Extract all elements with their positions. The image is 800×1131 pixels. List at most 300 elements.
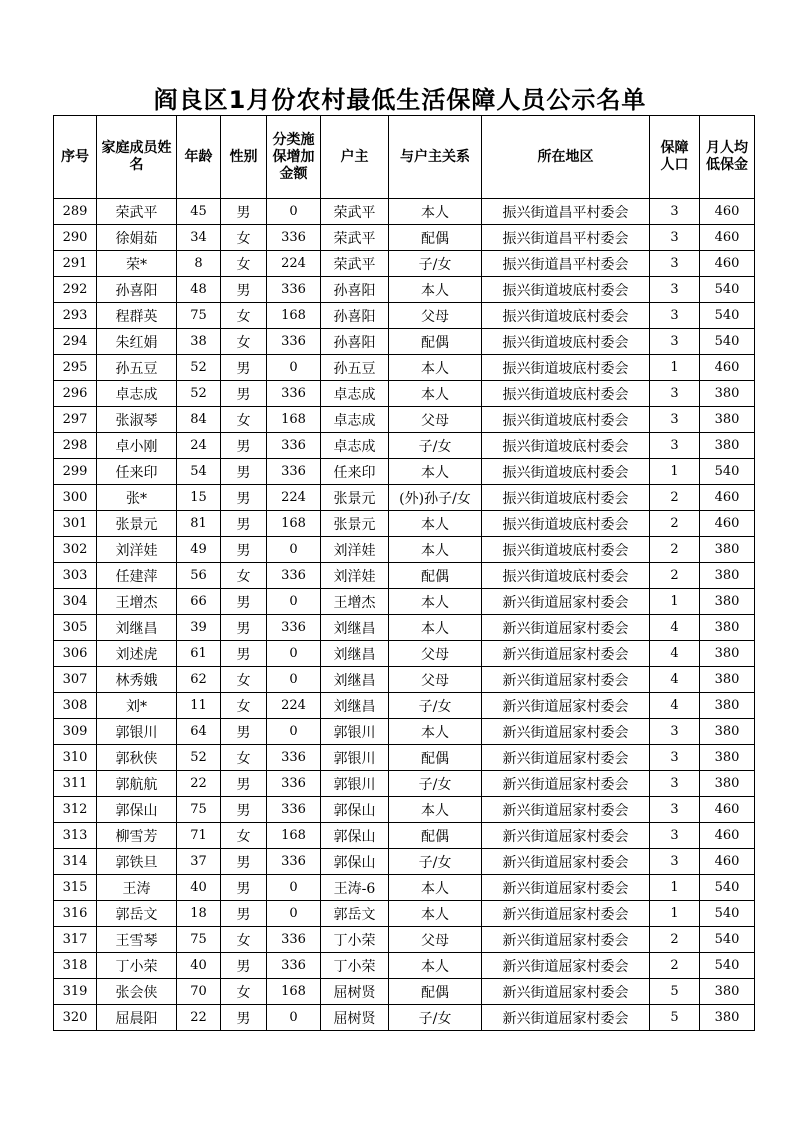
cell-covered-persons: 3 <box>650 225 700 251</box>
cell-age: 49 <box>177 537 221 563</box>
table-row <box>54 199 755 225</box>
cell-member-name: 郭保山 <box>97 797 177 823</box>
cell-region: 振兴街道坡底村委会 <box>482 537 650 563</box>
cell-region: 新兴街道屈家村委会 <box>482 615 650 641</box>
cell-relation: 本人 <box>389 875 482 901</box>
cell-household-head: 卓志成 <box>321 433 389 459</box>
cell-member-name: 荣武平 <box>97 199 177 225</box>
cell-monthly-allowance: 380 <box>700 667 755 693</box>
cell-extra-amount: 224 <box>267 485 321 511</box>
cell-age: 84 <box>177 407 221 433</box>
cell-extra-amount: 0 <box>267 719 321 745</box>
cell-gender: 女 <box>221 823 267 849</box>
cell-extra-amount: 336 <box>267 381 321 407</box>
cell-member-name: 郭岳文 <box>97 901 177 927</box>
cell-gender: 男 <box>221 1005 267 1031</box>
cell-serial: 300 <box>54 485 97 511</box>
cell-gender: 女 <box>221 693 267 719</box>
table-row <box>54 693 755 719</box>
cell-household-head: 荣武平 <box>321 199 389 225</box>
cell-relation: 本人 <box>389 277 482 303</box>
cell-monthly-allowance: 380 <box>700 719 755 745</box>
table-row <box>54 589 755 615</box>
cell-member-name: 朱红娟 <box>97 329 177 355</box>
cell-region: 振兴街道坡底村委会 <box>482 277 650 303</box>
cell-serial: 301 <box>54 511 97 537</box>
cell-monthly-allowance: 540 <box>700 901 755 927</box>
cell-monthly-allowance: 460 <box>700 355 755 381</box>
header-covered-persons: 保障人口 <box>650 116 700 199</box>
cell-age: 45 <box>177 199 221 225</box>
table-row <box>54 771 755 797</box>
cell-household-head: 丁小荣 <box>321 953 389 979</box>
cell-monthly-allowance: 380 <box>700 979 755 1005</box>
cell-monthly-allowance: 380 <box>700 745 755 771</box>
cell-extra-amount: 0 <box>267 875 321 901</box>
cell-monthly-allowance: 540 <box>700 875 755 901</box>
cell-relation: 配偶 <box>389 329 482 355</box>
cell-gender: 男 <box>221 355 267 381</box>
cell-gender: 男 <box>221 849 267 875</box>
cell-covered-persons: 1 <box>650 589 700 615</box>
cell-serial: 297 <box>54 407 97 433</box>
cell-age: 64 <box>177 719 221 745</box>
cell-covered-persons: 3 <box>650 251 700 277</box>
cell-age: 52 <box>177 381 221 407</box>
cell-covered-persons: 1 <box>650 875 700 901</box>
cell-member-name: 张淑琴 <box>97 407 177 433</box>
cell-age: 8 <box>177 251 221 277</box>
cell-monthly-allowance: 380 <box>700 641 755 667</box>
cell-covered-persons: 5 <box>650 979 700 1005</box>
table-row <box>54 641 755 667</box>
cell-household-head: 孙喜阳 <box>321 329 389 355</box>
cell-member-name: 屈晨阳 <box>97 1005 177 1031</box>
cell-member-name: 柳雪芳 <box>97 823 177 849</box>
cell-covered-persons: 3 <box>650 771 700 797</box>
cell-gender: 男 <box>221 381 267 407</box>
table-row <box>54 901 755 927</box>
cell-covered-persons: 3 <box>650 433 700 459</box>
table-row <box>54 719 755 745</box>
table-body <box>54 199 755 1031</box>
cell-covered-persons: 3 <box>650 329 700 355</box>
cell-extra-amount: 0 <box>267 901 321 927</box>
cell-serial: 292 <box>54 277 97 303</box>
cell-gender: 男 <box>221 719 267 745</box>
cell-relation: (外)孙子/女 <box>389 485 482 511</box>
table-row <box>54 1005 755 1031</box>
cell-gender: 男 <box>221 589 267 615</box>
cell-extra-amount: 224 <box>267 693 321 719</box>
cell-relation: 子/女 <box>389 433 482 459</box>
cell-extra-amount: 336 <box>267 797 321 823</box>
cell-gender: 女 <box>221 745 267 771</box>
cell-age: 66 <box>177 589 221 615</box>
cell-member-name: 郭银川 <box>97 719 177 745</box>
cell-age: 18 <box>177 901 221 927</box>
cell-serial: 294 <box>54 329 97 355</box>
cell-monthly-allowance: 460 <box>700 199 755 225</box>
cell-region: 新兴街道屈家村委会 <box>482 797 650 823</box>
cell-relation: 配偶 <box>389 979 482 1005</box>
cell-region: 新兴街道屈家村委会 <box>482 771 650 797</box>
cell-extra-amount: 336 <box>267 745 321 771</box>
cell-covered-persons: 2 <box>650 953 700 979</box>
cell-household-head: 郭银川 <box>321 745 389 771</box>
cell-member-name: 林秀娥 <box>97 667 177 693</box>
cell-relation: 本人 <box>389 355 482 381</box>
cell-extra-amount: 0 <box>267 589 321 615</box>
cell-relation: 配偶 <box>389 563 482 589</box>
header-gender: 性别 <box>221 116 267 199</box>
cell-household-head: 郭岳文 <box>321 901 389 927</box>
cell-member-name: 程群英 <box>97 303 177 329</box>
cell-region: 振兴街道坡底村委会 <box>482 433 650 459</box>
cell-age: 75 <box>177 797 221 823</box>
cell-gender: 女 <box>221 979 267 1005</box>
cell-region: 新兴街道屈家村委会 <box>482 875 650 901</box>
cell-serial: 317 <box>54 927 97 953</box>
cell-gender: 男 <box>221 485 267 511</box>
cell-covered-persons: 3 <box>650 407 700 433</box>
cell-region: 新兴街道屈家村委会 <box>482 823 650 849</box>
cell-age: 62 <box>177 667 221 693</box>
cell-household-head: 张景元 <box>321 511 389 537</box>
cell-age: 38 <box>177 329 221 355</box>
cell-household-head: 刘洋娃 <box>321 537 389 563</box>
cell-extra-amount: 336 <box>267 849 321 875</box>
table-row <box>54 329 755 355</box>
cell-age: 75 <box>177 927 221 953</box>
cell-region: 新兴街道屈家村委会 <box>482 719 650 745</box>
cell-age: 22 <box>177 771 221 797</box>
cell-household-head: 屈树贤 <box>321 979 389 1005</box>
cell-household-head: 丁小荣 <box>321 927 389 953</box>
cell-serial: 302 <box>54 537 97 563</box>
cell-member-name: 刘继昌 <box>97 615 177 641</box>
cell-relation: 本人 <box>389 901 482 927</box>
cell-relation: 本人 <box>389 459 482 485</box>
cell-covered-persons: 3 <box>650 277 700 303</box>
table-row <box>54 615 755 641</box>
cell-member-name: 王涛 <box>97 875 177 901</box>
cell-extra-amount: 336 <box>267 329 321 355</box>
cell-region: 新兴街道屈家村委会 <box>482 641 650 667</box>
cell-household-head: 屈树贤 <box>321 1005 389 1031</box>
cell-covered-persons: 3 <box>650 849 700 875</box>
cell-covered-persons: 4 <box>650 693 700 719</box>
table-row <box>54 511 755 537</box>
cell-relation: 子/女 <box>389 251 482 277</box>
cell-age: 70 <box>177 979 221 1005</box>
cell-relation: 本人 <box>389 537 482 563</box>
cell-covered-persons: 3 <box>650 303 700 329</box>
cell-covered-persons: 2 <box>650 485 700 511</box>
cell-relation: 配偶 <box>389 225 482 251</box>
table-row <box>54 251 755 277</box>
cell-relation: 子/女 <box>389 771 482 797</box>
cell-age: 37 <box>177 849 221 875</box>
cell-relation: 本人 <box>389 719 482 745</box>
cell-member-name: 丁小荣 <box>97 953 177 979</box>
cell-serial: 312 <box>54 797 97 823</box>
cell-gender: 男 <box>221 277 267 303</box>
cell-relation: 父母 <box>389 303 482 329</box>
cell-region: 新兴街道屈家村委会 <box>482 901 650 927</box>
cell-member-name: 郭秋侠 <box>97 745 177 771</box>
cell-member-name: 任来印 <box>97 459 177 485</box>
cell-region: 振兴街道昌平村委会 <box>482 225 650 251</box>
cell-member-name: 任建萍 <box>97 563 177 589</box>
cell-household-head: 荣武平 <box>321 225 389 251</box>
table-row <box>54 537 755 563</box>
cell-serial: 310 <box>54 745 97 771</box>
cell-gender: 女 <box>221 303 267 329</box>
cell-relation: 配偶 <box>389 745 482 771</box>
cell-region: 新兴街道屈家村委会 <box>482 1005 650 1031</box>
cell-gender: 男 <box>221 537 267 563</box>
cell-relation: 本人 <box>389 199 482 225</box>
table-row <box>54 433 755 459</box>
cell-covered-persons: 4 <box>650 667 700 693</box>
cell-monthly-allowance: 380 <box>700 381 755 407</box>
cell-member-name: 王增杰 <box>97 589 177 615</box>
cell-extra-amount: 0 <box>267 537 321 563</box>
cell-household-head: 刘继昌 <box>321 615 389 641</box>
cell-monthly-allowance: 380 <box>700 537 755 563</box>
cell-region: 新兴街道屈家村委会 <box>482 667 650 693</box>
cell-monthly-allowance: 380 <box>700 693 755 719</box>
cell-covered-persons: 5 <box>650 1005 700 1031</box>
table-row <box>54 927 755 953</box>
cell-age: 52 <box>177 355 221 381</box>
cell-serial: 316 <box>54 901 97 927</box>
cell-member-name: 刘洋娃 <box>97 537 177 563</box>
cell-monthly-allowance: 460 <box>700 485 755 511</box>
cell-monthly-allowance: 460 <box>700 251 755 277</box>
cell-household-head: 孙喜阳 <box>321 303 389 329</box>
cell-gender: 男 <box>221 797 267 823</box>
cell-region: 振兴街道昌平村委会 <box>482 251 650 277</box>
cell-region: 新兴街道屈家村委会 <box>482 693 650 719</box>
table-row <box>54 953 755 979</box>
cell-region: 振兴街道坡底村委会 <box>482 303 650 329</box>
cell-covered-persons: 1 <box>650 459 700 485</box>
page-title: 阎良区1月份农村最低生活保障人员公示名单 <box>153 86 647 114</box>
cell-age: 40 <box>177 875 221 901</box>
cell-age: 22 <box>177 1005 221 1031</box>
cell-gender: 女 <box>221 225 267 251</box>
table-row <box>54 979 755 1005</box>
cell-serial: 291 <box>54 251 97 277</box>
cell-monthly-allowance: 460 <box>700 849 755 875</box>
table-row <box>54 875 755 901</box>
table-row <box>54 303 755 329</box>
cell-monthly-allowance: 540 <box>700 329 755 355</box>
cell-extra-amount: 0 <box>267 667 321 693</box>
table-row <box>54 849 755 875</box>
cell-covered-persons: 1 <box>650 355 700 381</box>
cell-monthly-allowance: 540 <box>700 303 755 329</box>
cell-monthly-allowance: 380 <box>700 563 755 589</box>
cell-region: 新兴街道屈家村委会 <box>482 979 650 1005</box>
table-row <box>54 563 755 589</box>
header-member-name: 家庭成员姓名 <box>97 116 177 199</box>
cell-member-name: 孙喜阳 <box>97 277 177 303</box>
cell-relation: 本人 <box>389 381 482 407</box>
cell-extra-amount: 224 <box>267 251 321 277</box>
cell-gender: 男 <box>221 771 267 797</box>
cell-household-head: 郭保山 <box>321 823 389 849</box>
cell-age: 54 <box>177 459 221 485</box>
cell-extra-amount: 336 <box>267 927 321 953</box>
table-row <box>54 407 755 433</box>
cell-monthly-allowance: 380 <box>700 589 755 615</box>
cell-member-name: 孙五豆 <box>97 355 177 381</box>
cell-covered-persons: 2 <box>650 511 700 537</box>
cell-age: 52 <box>177 745 221 771</box>
cell-gender: 女 <box>221 667 267 693</box>
cell-gender: 女 <box>221 563 267 589</box>
cell-extra-amount: 168 <box>267 407 321 433</box>
cell-monthly-allowance: 540 <box>700 927 755 953</box>
cell-member-name: 郭铁旦 <box>97 849 177 875</box>
cell-household-head: 刘继昌 <box>321 667 389 693</box>
cell-extra-amount: 336 <box>267 615 321 641</box>
cell-age: 34 <box>177 225 221 251</box>
cell-serial: 293 <box>54 303 97 329</box>
cell-extra-amount: 336 <box>267 459 321 485</box>
cell-extra-amount: 168 <box>267 979 321 1005</box>
cell-region: 新兴街道屈家村委会 <box>482 745 650 771</box>
cell-gender: 男 <box>221 615 267 641</box>
cell-household-head: 郭保山 <box>321 797 389 823</box>
cell-gender: 男 <box>221 953 267 979</box>
cell-serial: 309 <box>54 719 97 745</box>
cell-relation: 配偶 <box>389 823 482 849</box>
table-row <box>54 225 755 251</box>
cell-member-name: 刘述虎 <box>97 641 177 667</box>
cell-region: 新兴街道屈家村委会 <box>482 927 650 953</box>
cell-covered-persons: 2 <box>650 927 700 953</box>
cell-monthly-allowance: 540 <box>700 277 755 303</box>
table-row <box>54 485 755 511</box>
table-row <box>54 355 755 381</box>
cell-covered-persons: 3 <box>650 199 700 225</box>
cell-serial: 303 <box>54 563 97 589</box>
cell-member-name: 张景元 <box>97 511 177 537</box>
cell-household-head: 刘继昌 <box>321 641 389 667</box>
cell-member-name: 徐娟茹 <box>97 225 177 251</box>
cell-region: 振兴街道坡底村委会 <box>482 459 650 485</box>
cell-household-head: 王增杰 <box>321 589 389 615</box>
header-monthly-allowance: 月人均低保金 <box>700 116 755 199</box>
cell-extra-amount: 336 <box>267 953 321 979</box>
cell-member-name: 王雪琴 <box>97 927 177 953</box>
header-age: 年龄 <box>177 116 221 199</box>
cell-gender: 女 <box>221 407 267 433</box>
cell-gender: 男 <box>221 511 267 537</box>
cell-household-head: 卓志成 <box>321 381 389 407</box>
table-row <box>54 797 755 823</box>
cell-region: 新兴街道屈家村委会 <box>482 589 650 615</box>
header-serial: 序号 <box>54 116 97 199</box>
cell-extra-amount: 336 <box>267 277 321 303</box>
cell-household-head: 荣武平 <box>321 251 389 277</box>
cell-gender: 男 <box>221 901 267 927</box>
cell-relation: 父母 <box>389 407 482 433</box>
cell-gender: 女 <box>221 251 267 277</box>
cell-household-head: 任来印 <box>321 459 389 485</box>
cell-member-name: 荣* <box>97 251 177 277</box>
cell-extra-amount: 336 <box>267 771 321 797</box>
cell-covered-persons: 3 <box>650 381 700 407</box>
cell-serial: 306 <box>54 641 97 667</box>
cell-relation: 父母 <box>389 641 482 667</box>
cell-covered-persons: 3 <box>650 823 700 849</box>
cell-region: 振兴街道坡底村委会 <box>482 511 650 537</box>
cell-serial: 307 <box>54 667 97 693</box>
cell-covered-persons: 2 <box>650 563 700 589</box>
cell-gender: 男 <box>221 199 267 225</box>
table-row <box>54 823 755 849</box>
cell-region: 振兴街道坡底村委会 <box>482 381 650 407</box>
cell-region: 新兴街道屈家村委会 <box>482 953 650 979</box>
cell-relation: 父母 <box>389 927 482 953</box>
cell-relation: 本人 <box>389 953 482 979</box>
cell-relation: 父母 <box>389 667 482 693</box>
cell-gender: 男 <box>221 875 267 901</box>
cell-region: 新兴街道屈家村委会 <box>482 849 650 875</box>
cell-household-head: 郭保山 <box>321 849 389 875</box>
cell-relation: 本人 <box>389 797 482 823</box>
cell-household-head: 刘洋娃 <box>321 563 389 589</box>
cell-household-head: 刘继昌 <box>321 693 389 719</box>
cell-age: 11 <box>177 693 221 719</box>
cell-extra-amount: 336 <box>267 433 321 459</box>
cell-monthly-allowance: 460 <box>700 797 755 823</box>
cell-monthly-allowance: 540 <box>700 459 755 485</box>
table-header-row <box>54 116 755 199</box>
cell-relation: 子/女 <box>389 693 482 719</box>
cell-monthly-allowance: 380 <box>700 407 755 433</box>
cell-relation: 本人 <box>389 615 482 641</box>
cell-serial: 315 <box>54 875 97 901</box>
cell-serial: 305 <box>54 615 97 641</box>
cell-member-name: 张* <box>97 485 177 511</box>
cell-region: 振兴街道坡底村委会 <box>482 355 650 381</box>
cell-age: 75 <box>177 303 221 329</box>
cell-household-head: 孙喜阳 <box>321 277 389 303</box>
cell-serial: 313 <box>54 823 97 849</box>
cell-serial: 304 <box>54 589 97 615</box>
cell-monthly-allowance: 540 <box>700 953 755 979</box>
cell-gender: 女 <box>221 329 267 355</box>
cell-gender: 女 <box>221 927 267 953</box>
cell-age: 48 <box>177 277 221 303</box>
cell-extra-amount: 0 <box>267 199 321 225</box>
cell-member-name: 卓志成 <box>97 381 177 407</box>
cell-serial: 318 <box>54 953 97 979</box>
cell-serial: 314 <box>54 849 97 875</box>
cell-monthly-allowance: 460 <box>700 225 755 251</box>
cell-household-head: 张景元 <box>321 485 389 511</box>
header-extra-amount: 分类施保增加金额 <box>267 116 321 199</box>
header-relation: 与户主关系 <box>389 116 482 199</box>
cell-serial: 319 <box>54 979 97 1005</box>
cell-covered-persons: 4 <box>650 641 700 667</box>
